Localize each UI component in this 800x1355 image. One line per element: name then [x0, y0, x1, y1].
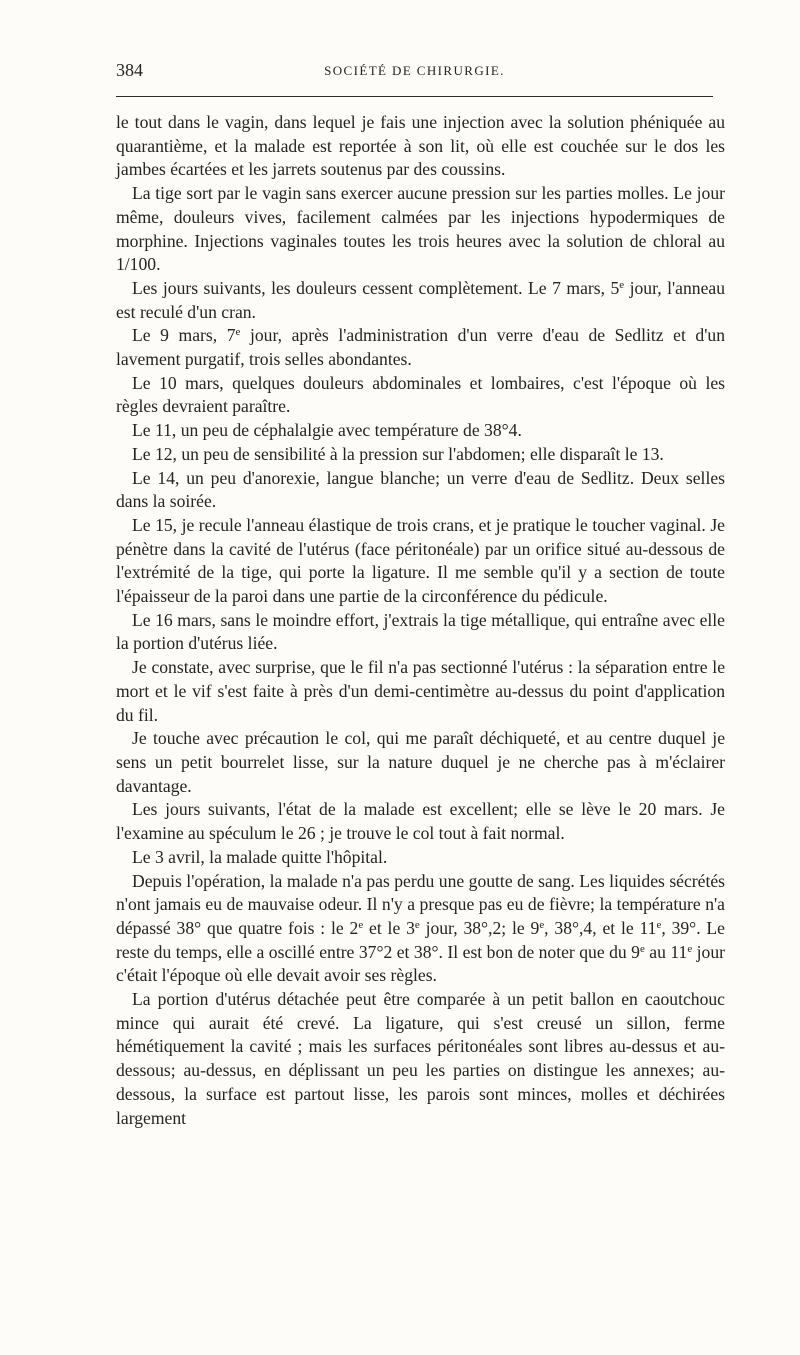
paragraph: Le 16 mars, sans le moindre effort, j'extrais la tige métallique, qui entraîne avec elle la portion d'utérus liée. — [116, 609, 725, 654]
paragraph: Je constate, avec surprise, que le fil n'a pas sectionné l'utérus : la séparation entre le mort et le vif s'est faite à près d'un demi-centimètre au-dessus du point d'application du fil. — [116, 657, 725, 725]
page-number: 384 — [116, 60, 143, 80]
paragraph: Le 11, un peu de céphalalgie avec température de 38°4. — [132, 420, 522, 441]
paragraph: le tout dans le vagin, dans lequel je fais une injection avec la solution phéniquée au quarantième, et la malade est reportée à son lit, où elle est couchée sur le dos les jambes écartées et les jarrets soutenus par des coussins. — [116, 112, 725, 180]
paragraph: Le 3 avril, la malade quitte l'hôpital. — [132, 846, 388, 867]
page-header — [116, 60, 713, 86]
header-rule — [116, 96, 713, 97]
paragraph: Le 12, un peu de sensibilité à la pression sur l'abdomen; elle disparaît le 13. — [132, 443, 664, 464]
paragraph: Le 9 mars, 7e jour, après l'administration d'un verre d'eau de Sedlitz et d'un lavement purgatif, trois selles abondantes. — [116, 325, 725, 370]
paragraph: Les jours suivants, les douleurs cessent complètement. Le 7 mars, 5e jour, l'anneau est reculé d'un cran. — [116, 277, 725, 322]
paragraph: Le 10 mars, quelques douleurs abdominales et lombaires, c'est l'époque où les règles devraient paraître. — [116, 372, 725, 417]
paragraph: Depuis l'opération, la malade n'a pas perdu une goutte de sang. Les liquides sécrétés n'ont jamais eu de mauvaise odeur. Il n'y a presque pas eu de fièvre; la température n'a dépassé 38° que quatre fois : le 2e et le 3e jour, 38°,2; le 9e, 38°,4, et le 11e, 39°. Le reste du temps, elle a oscillé entre 37°2 et 38°. Il est bon de noter que du 9e au 11e jour c'était l'époque où elle devait avoir ses règles. — [116, 870, 725, 986]
paragraph: La portion d'utérus détachée peut être comparée à un petit ballon en caoutchouc mince qui aurait été crevé. La ligature, qui s'est creusé un sillon, ferme hémétiquement la cavité ; mais les surfaces péritonéales sont libres au-dessus et au-dessous; au-dessus, en déplissant un peu les parties on distingue les annexes; au-dessous, la surface est partout lisse, les parois sont minces, molles et déchirées largement — [116, 989, 725, 1128]
paragraph: Les jours suivants, l'état de la malade est excellent; elle se lève le 20 mars. Je l'examine au spéculum le 26 ; je trouve le col tout à fait normal. — [116, 799, 725, 844]
paragraph: La tige sort par le vagin sans exercer aucune pression sur les parties molles. Le jour même, douleurs vives, facilement calmées par les injections hypodermiques de morphine. Injections vaginales toutes les trois heures avec la solution de chloral au 1/100. — [116, 183, 725, 275]
paragraph: Je touche avec précaution le col, qui me paraît déchiqueté, et au centre duquel je sens un petit bourrelet lisse, sur la nature duquel je ne cherche pas à m'éclairer davantage. — [116, 728, 725, 796]
body-text — [116, 111, 725, 1130]
paragraph: Le 15, je recule l'anneau élastique de trois crans, et je pratique le toucher vaginal. Je pénètre dans la cavité de l'utérus (face péritonéale) par un orifice situé au-dessous de l'extrémité de la tige, qui porte la ligature. Il me semble qu'il y a section de toute l'épaisseur de la paroi dans une partie de la circonférence du pédicule. — [116, 514, 725, 607]
paragraph: Le 14, un peu d'anorexie, langue blanche; un verre d'eau de Sedlitz. Deux selles dans la soirée. — [116, 467, 725, 512]
running-title: SOCIÉTÉ DE CHIRURGIE. — [324, 63, 505, 78]
